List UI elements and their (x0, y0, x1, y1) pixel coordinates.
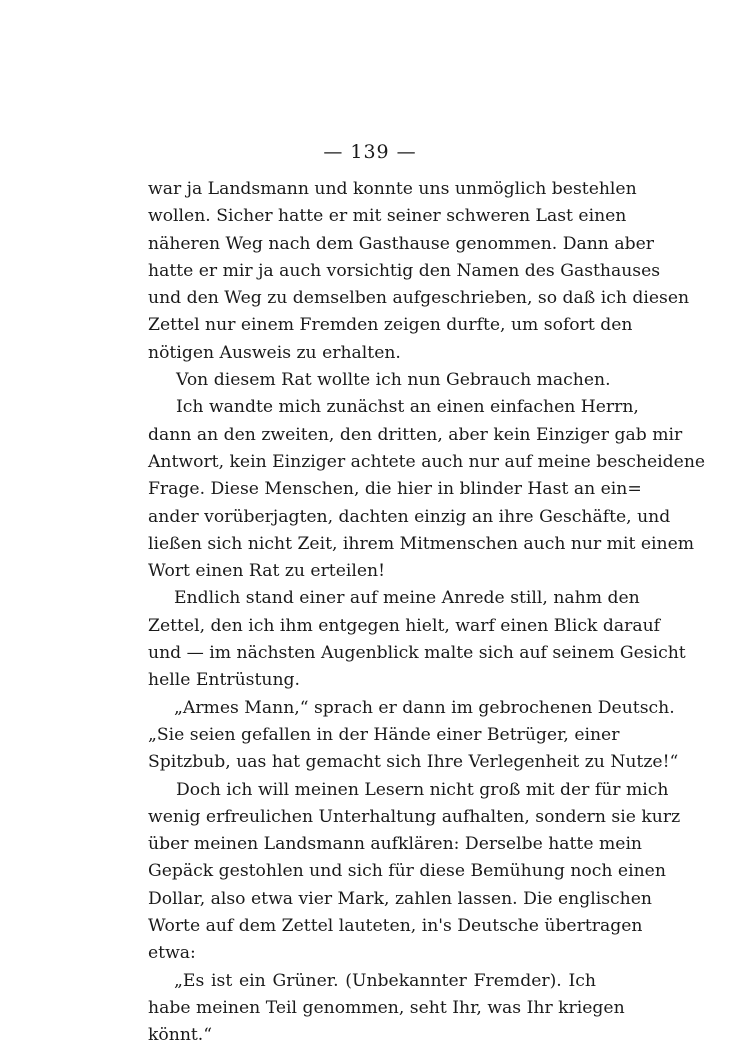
text-line: und — im nächsten Augenblick malte sich auf seinem Gesicht (148, 643, 686, 664)
text-line: etwa: (148, 943, 196, 964)
text-line: nötigen Ausweis zu erhalten. (148, 342, 401, 363)
text-line: Wort einen Rat zu erteilen! (148, 561, 386, 582)
text-line: habe meinen Teil genommen, seht Ihr, was Ihr kriegen (148, 997, 625, 1018)
text-line: helle Entrüstung. (148, 670, 301, 691)
text-line: Gepäck gestohlen und sich für diese Bemühung noch einen (148, 861, 666, 882)
text-line: wollen. Sicher hatte er mit seiner schweren Last einen (148, 206, 627, 227)
text-line: hatte er mir ja auch vorsichtig den Namen des Gasthauses (148, 260, 661, 281)
text-line: näheren Weg nach dem Gasthause genommen. Dann aber (148, 233, 654, 254)
text-line: Ich wandte mich zunächst an einen einfachen Herrn, (176, 397, 639, 418)
text-line: Von diesem Rat wollte ich nun Gebrauch machen. (176, 370, 611, 391)
text-line: könnt.“ (148, 1025, 213, 1046)
text-line: ander vorüberjagten, dachten einzig an ihre Geschäfte, und (148, 506, 671, 527)
text-line: Endlich stand einer auf meine Anrede still, nahm den (174, 588, 640, 609)
text-line: „Sie seien gefallen in der Hände einer Betrüger, einer (148, 724, 620, 745)
text-line: Zettel, den ich ihm entgegen hielt, warf einen Blick darauf (148, 615, 661, 636)
text-line: „Es ist ein Grüner. (Unbekannter Fremder). Ich (174, 970, 596, 991)
text-line: Worte auf dem Zettel lauteten, in's Deutsche übertragen (148, 916, 643, 937)
text-line: ließen sich nicht Zeit, ihrem Mitmenschen auch nur mit einem (148, 533, 695, 554)
text-line: Antwort, kein Einziger achtete auch nur auf meine bescheidene (148, 451, 706, 472)
page-number: — 139 — (323, 141, 417, 163)
text-line: wenig erfreulichen Unterhaltung aufhalten, sondern sie kurz (148, 806, 681, 827)
text-line: „Armes Mann,“ sprach er dann im gebrochenen Deutsch. (174, 697, 675, 718)
text-line: Doch ich will meinen Lesern nicht groß mit der für mich (176, 779, 669, 800)
text-line: Frage. Diese Menschen, die hier in blinder Hast an ein= (148, 479, 642, 500)
text-line: war ja Landsmann und konnte uns unmöglich bestehlen (148, 179, 637, 199)
text-line: und den Weg zu demselben aufgeschrieben, so daß ich diesen (148, 288, 690, 309)
text-line: Spitzbub, uas hat gemacht sich Ihre Verlegenheit zu Nutze!“ (148, 752, 679, 773)
text-line: über meinen Landsmann aufklären: Derselbe hatte mein (148, 834, 643, 855)
text-line: Zettel nur einem Fremden zeigen durfte, um sofort den (148, 315, 633, 336)
text-line: dann an den zweiten, den dritten, aber kein Einziger gab mir (148, 424, 683, 445)
body-text (148, 176, 706, 1050)
text-line: Dollar, also etwa vier Mark, zahlen lassen. Die englischen (148, 888, 652, 909)
